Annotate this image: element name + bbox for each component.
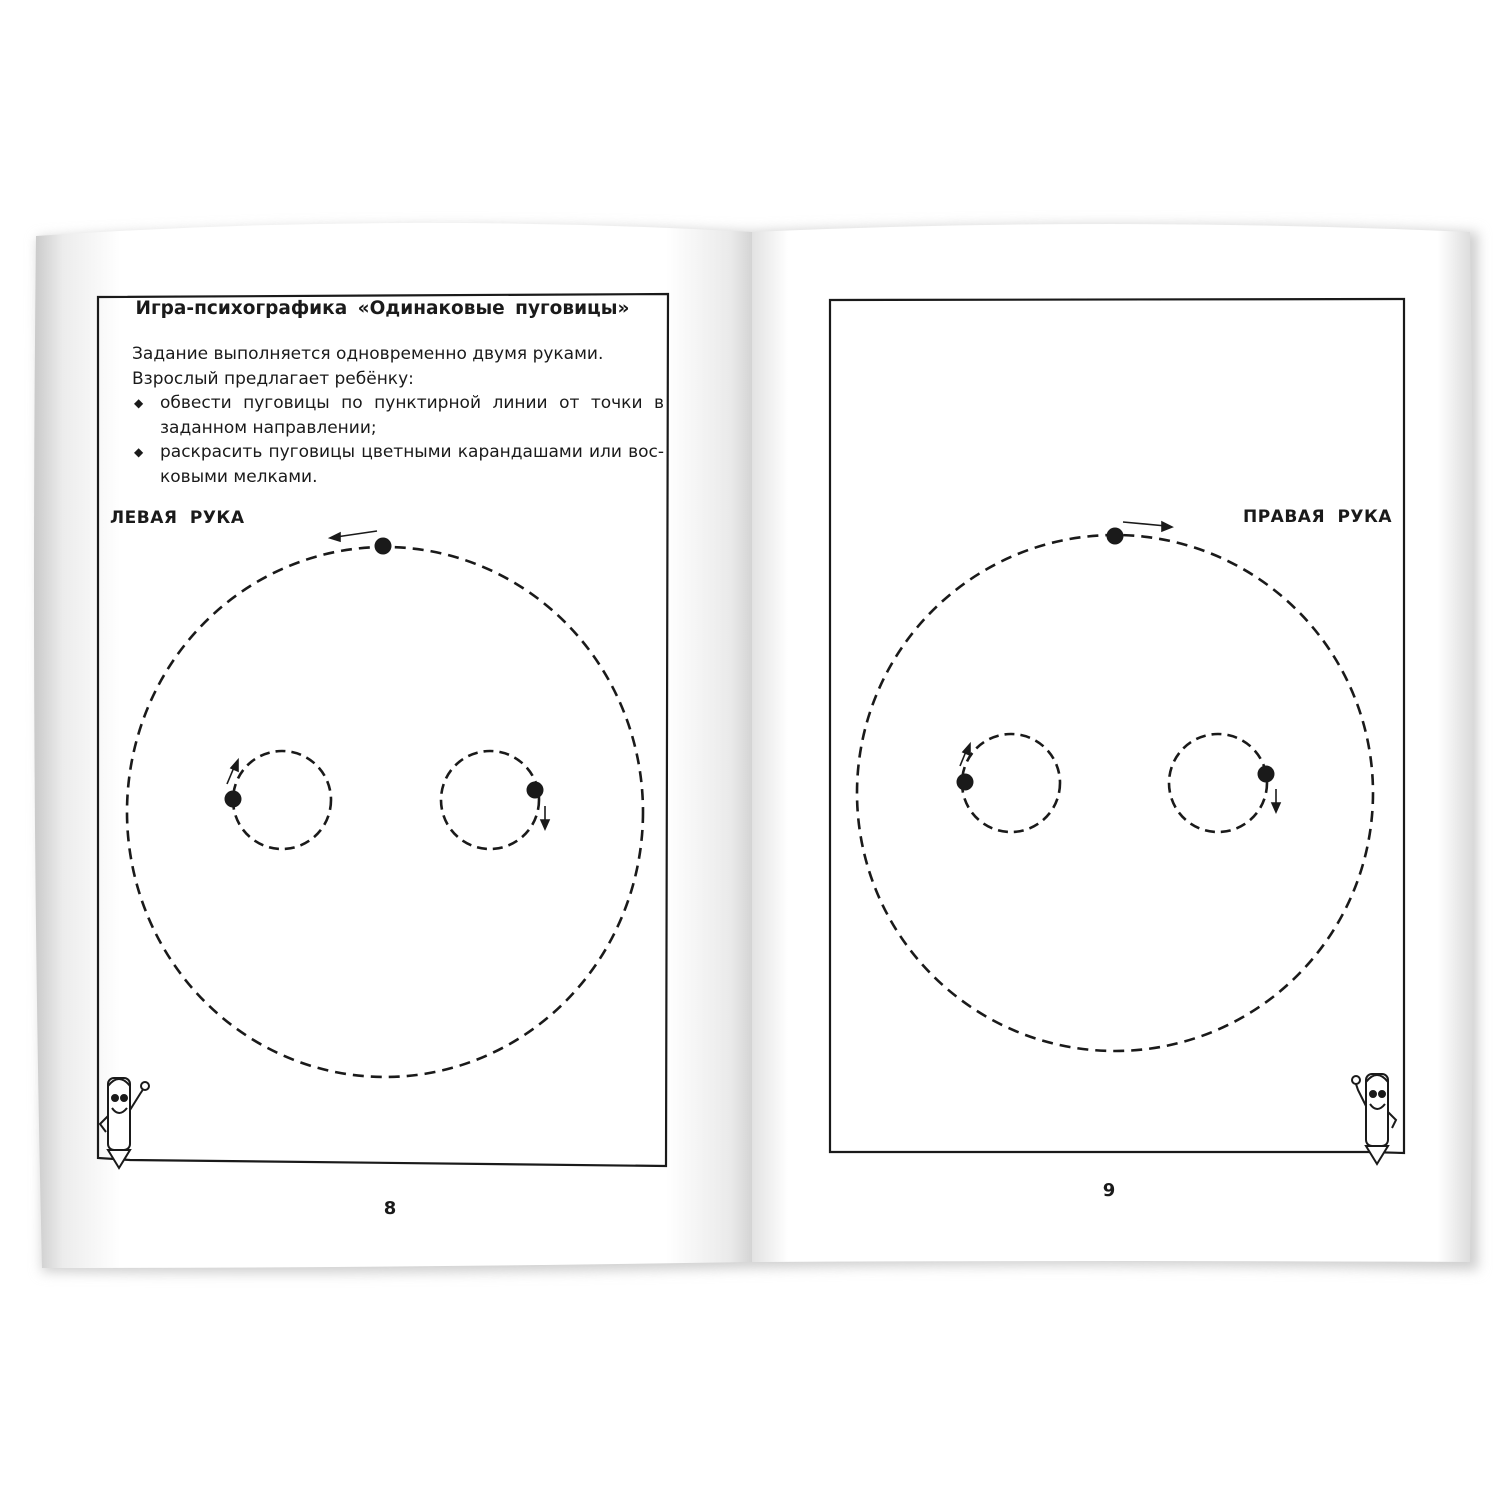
- instruction-line: Задание выполняется одновременно двумя руками.: [132, 344, 604, 364]
- diamond-bullet-icon: ◆: [134, 396, 144, 410]
- page-number-right: 9: [1102, 1180, 1116, 1201]
- task-instructions: [132, 342, 664, 489]
- instruction-line: Взрослый предлагает ребёнку:: [132, 368, 414, 389]
- start-dot: [1107, 528, 1124, 545]
- start-dot: [375, 538, 392, 555]
- list-item: [132, 440, 664, 489]
- list-item: [132, 391, 664, 440]
- list-item-text: раскрасить пуговицы цветными карандашами или вос-ковыми мелками.: [160, 442, 664, 487]
- instruction-list: [132, 391, 664, 489]
- list-item-text: обвести пуговицы по пунктирной линии от точки в заданном направлении;: [160, 393, 664, 438]
- right-hand-label: ПРАВАЯ РУКА: [1243, 507, 1393, 527]
- page-number-left: 8: [383, 1198, 397, 1219]
- start-dot: [527, 782, 544, 799]
- start-dot: [225, 791, 242, 808]
- start-dot: [957, 774, 974, 791]
- left-hand-label: ЛЕВАЯ РУКА: [110, 508, 245, 528]
- start-dot: [1258, 766, 1275, 783]
- diamond-bullet-icon: ◆: [134, 445, 144, 459]
- page-title: Игра-психографика «Одинаковые пуговицы»: [135, 298, 630, 319]
